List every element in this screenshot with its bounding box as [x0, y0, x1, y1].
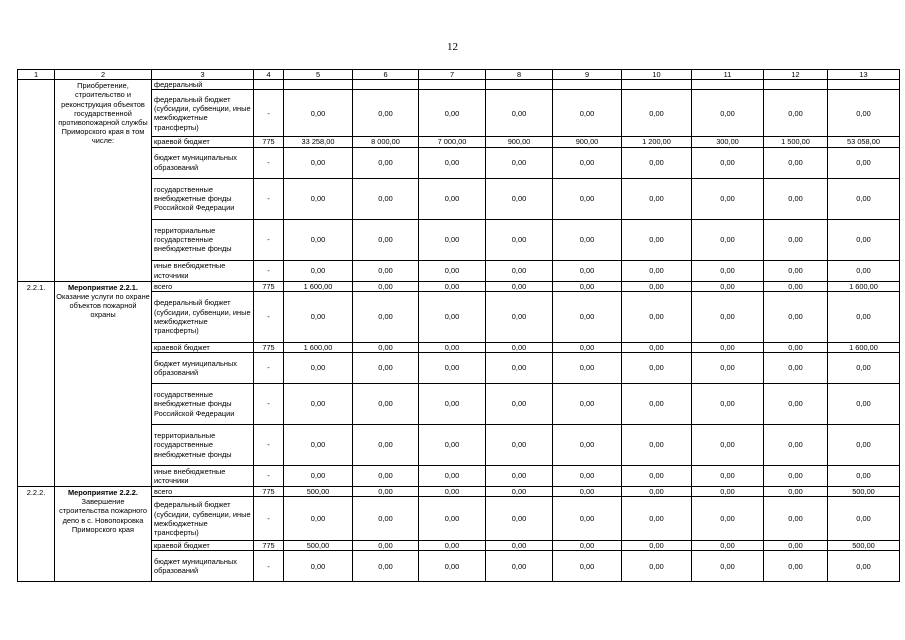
amount-cell: 0,00 [284, 384, 353, 425]
column-number: 11 [692, 70, 764, 80]
amount-cell: 900,00 [553, 137, 622, 147]
amount-cell: 0,00 [764, 260, 828, 281]
amount-cell [353, 80, 419, 90]
amount-cell: 0,00 [828, 291, 900, 342]
item-title-bold: Мероприятие 2.2.1. [68, 282, 138, 292]
funding-source: краевой бюджет [152, 541, 254, 551]
amount-cell: 0,00 [419, 260, 486, 281]
budget-code [254, 80, 284, 90]
funding-source: федеральный бюджет (субсидии, субвенции, иные межбюджетные трансферты) [152, 291, 254, 342]
amount-cell: 0,00 [828, 353, 900, 384]
item-title [55, 487, 152, 582]
amount-cell: 1 600,00 [828, 281, 900, 291]
amount-cell [622, 80, 692, 90]
amount-cell: 8 000,00 [353, 137, 419, 147]
amount-cell: 0,00 [622, 541, 692, 551]
amount-cell: 0,00 [353, 425, 419, 466]
amount-cell: 0,00 [692, 260, 764, 281]
amount-cell: 0,00 [419, 551, 486, 582]
amount-cell: 500,00 [284, 487, 353, 497]
amount-cell: 0,00 [692, 219, 764, 260]
amount-cell: 0,00 [353, 147, 419, 178]
amount-cell: 7 000,00 [419, 137, 486, 147]
amount-cell: 0,00 [764, 541, 828, 551]
amount-cell: 0,00 [486, 425, 553, 466]
amount-cell: 0,00 [622, 487, 692, 497]
item-title [55, 281, 152, 486]
amount-cell: 0,00 [353, 487, 419, 497]
amount-cell: 0,00 [553, 90, 622, 137]
budget-code: - [254, 90, 284, 137]
amount-cell [692, 80, 764, 90]
amount-cell: 0,00 [284, 291, 353, 342]
column-number: 8 [486, 70, 553, 80]
amount-cell: 0,00 [486, 551, 553, 582]
funding-source: бюджет муниципальных образований [152, 147, 254, 178]
amount-cell: 0,00 [692, 425, 764, 466]
budget-code: - [254, 551, 284, 582]
amount-cell: 0,00 [553, 291, 622, 342]
funding-source: территориальные государственные внебюджетные фонды [152, 219, 254, 260]
amount-cell: 0,00 [828, 90, 900, 137]
column-number-row [18, 70, 900, 80]
amount-cell: 0,00 [553, 353, 622, 384]
amount-cell: 0,00 [284, 425, 353, 466]
item-title-text: Оказание услуги по охране объектов пожарной охраны [56, 291, 150, 320]
amount-cell: 0,00 [828, 178, 900, 219]
amount-cell: 0,00 [419, 384, 486, 425]
amount-cell: 0,00 [692, 90, 764, 137]
amount-cell: 0,00 [353, 466, 419, 487]
funding-source: иные внебюджетные источники [152, 260, 254, 281]
amount-cell: 0,00 [284, 353, 353, 384]
amount-cell: 0,00 [622, 551, 692, 582]
amount-cell: 500,00 [828, 541, 900, 551]
amount-cell: 0,00 [419, 497, 486, 541]
budget-code: - [254, 353, 284, 384]
amount-cell: 1 600,00 [284, 281, 353, 291]
table-row [18, 281, 900, 291]
amount-cell: 0,00 [828, 466, 900, 487]
funding-source: государственные внебюджетные фонды Российской Федерации [152, 384, 254, 425]
amount-cell: 0,00 [622, 291, 692, 342]
amount-cell: 0,00 [692, 466, 764, 487]
amount-cell: 0,00 [764, 551, 828, 582]
budget-code: - [254, 425, 284, 466]
amount-cell [553, 80, 622, 90]
amount-cell: 0,00 [284, 466, 353, 487]
amount-cell: 0,00 [486, 353, 553, 384]
amount-cell: 0,00 [692, 281, 764, 291]
budget-code: - [254, 178, 284, 219]
amount-cell: 0,00 [764, 219, 828, 260]
budget-code: - [254, 291, 284, 342]
budget-code: 775 [254, 487, 284, 497]
amount-cell: 0,00 [828, 260, 900, 281]
amount-cell: 0,00 [486, 541, 553, 551]
item-title-text: Завершение строительства пожарного депо в с. Новопокровка Приморского края [59, 497, 147, 534]
budget-code: 775 [254, 342, 284, 352]
column-number: 7 [419, 70, 486, 80]
item-title [55, 80, 152, 281]
amount-cell: 0,00 [553, 497, 622, 541]
amount-cell: 0,00 [419, 466, 486, 487]
amount-cell: 0,00 [486, 219, 553, 260]
amount-cell: 0,00 [284, 147, 353, 178]
column-number: 5 [284, 70, 353, 80]
amount-cell: 0,00 [692, 551, 764, 582]
amount-cell: 0,00 [553, 466, 622, 487]
amount-cell: 0,00 [622, 90, 692, 137]
amount-cell: 0,00 [419, 219, 486, 260]
column-number: 6 [353, 70, 419, 80]
amount-cell: 1 200,00 [622, 137, 692, 147]
amount-cell: 0,00 [486, 147, 553, 178]
funding-source: всего [152, 281, 254, 291]
amount-cell: 0,00 [764, 90, 828, 137]
amount-cell: 0,00 [828, 384, 900, 425]
amount-cell: 0,00 [486, 487, 553, 497]
budget-code: - [254, 384, 284, 425]
funding-source: федеральный бюджет (субсидии, субвенции, иные межбюджетные трансферты) [152, 497, 254, 541]
column-number: 10 [622, 70, 692, 80]
budget-code: - [254, 147, 284, 178]
amount-cell: 0,00 [622, 342, 692, 352]
amount-cell: 0,00 [764, 466, 828, 487]
amount-cell: 0,00 [486, 291, 553, 342]
amount-cell: 0,00 [828, 425, 900, 466]
page-number: 12 [447, 41, 458, 53]
budget-code: 775 [254, 137, 284, 147]
amount-cell: 0,00 [553, 487, 622, 497]
amount-cell: 1 600,00 [828, 342, 900, 352]
amount-cell: 33 258,00 [284, 137, 353, 147]
amount-cell: 0,00 [419, 425, 486, 466]
amount-cell: 0,00 [622, 147, 692, 178]
column-number: 4 [254, 70, 284, 80]
amount-cell: 53 058,00 [828, 137, 900, 147]
amount-cell: 0,00 [764, 487, 828, 497]
amount-cell: 0,00 [692, 487, 764, 497]
amount-cell: 0,00 [553, 425, 622, 466]
amount-cell: 0,00 [419, 353, 486, 384]
funding-source: бюджет муниципальных образований [152, 551, 254, 582]
funding-source: краевой бюджет [152, 137, 254, 147]
amount-cell: 0,00 [353, 281, 419, 291]
amount-cell: 0,00 [419, 90, 486, 137]
funding-source: территориальные государственные внебюджетные фонды [152, 425, 254, 466]
amount-cell: 0,00 [828, 219, 900, 260]
amount-cell [764, 80, 828, 90]
amount-cell: 0,00 [622, 425, 692, 466]
amount-cell: 0,00 [622, 281, 692, 291]
funding-source: иные внебюджетные источники [152, 466, 254, 487]
amount-cell: 0,00 [764, 291, 828, 342]
amount-cell: 0,00 [553, 178, 622, 219]
amount-cell: 0,00 [486, 281, 553, 291]
amount-cell: 0,00 [692, 353, 764, 384]
column-number: 1 [18, 70, 55, 80]
amount-cell: 0,00 [419, 541, 486, 551]
amount-cell: 0,00 [622, 497, 692, 541]
amount-cell [828, 80, 900, 90]
item-code: 2.2.2. [18, 487, 55, 582]
amount-cell: 0,00 [284, 90, 353, 137]
budget-code: 775 [254, 281, 284, 291]
amount-cell: 0,00 [353, 219, 419, 260]
amount-cell: 0,00 [419, 291, 486, 342]
amount-cell: 0,00 [553, 281, 622, 291]
amount-cell: 0,00 [692, 178, 764, 219]
amount-cell: 0,00 [353, 291, 419, 342]
amount-cell: 0,00 [284, 178, 353, 219]
amount-cell: 0,00 [553, 551, 622, 582]
amount-cell: 300,00 [692, 137, 764, 147]
amount-cell: 0,00 [419, 147, 486, 178]
amount-cell: 0,00 [764, 353, 828, 384]
amount-cell: 0,00 [828, 551, 900, 582]
amount-cell [419, 80, 486, 90]
budget-code: 775 [254, 541, 284, 551]
amount-cell: 0,00 [486, 497, 553, 541]
amount-cell: 0,00 [622, 466, 692, 487]
funding-source: краевой бюджет [152, 342, 254, 352]
amount-cell: 0,00 [486, 466, 553, 487]
amount-cell: 0,00 [284, 551, 353, 582]
amount-cell: 0,00 [553, 147, 622, 178]
amount-cell: 0,00 [419, 342, 486, 352]
amount-cell: 0,00 [692, 147, 764, 178]
amount-cell: 0,00 [553, 219, 622, 260]
amount-cell: 0,00 [764, 178, 828, 219]
amount-cell: 0,00 [419, 178, 486, 219]
amount-cell: 0,00 [353, 260, 419, 281]
amount-cell: 1 600,00 [284, 342, 353, 352]
column-number: 12 [764, 70, 828, 80]
amount-cell: 0,00 [553, 342, 622, 352]
funding-source: федеральный [152, 80, 254, 90]
item-code: 2.2.1. [18, 281, 55, 486]
amount-cell: 0,00 [284, 219, 353, 260]
amount-cell: 0,00 [353, 384, 419, 425]
amount-cell: 0,00 [692, 384, 764, 425]
amount-cell: 0,00 [692, 497, 764, 541]
amount-cell: 0,00 [553, 260, 622, 281]
column-number: 3 [152, 70, 254, 80]
amount-cell: 0,00 [692, 291, 764, 342]
amount-cell: 900,00 [486, 137, 553, 147]
budget-table [17, 69, 900, 582]
amount-cell: 0,00 [486, 384, 553, 425]
funding-source: государственные внебюджетные фонды Российской Федерации [152, 178, 254, 219]
amount-cell: 0,00 [764, 497, 828, 541]
amount-cell: 0,00 [284, 260, 353, 281]
column-number: 13 [828, 70, 900, 80]
amount-cell: 0,00 [353, 90, 419, 137]
item-title-text: Приобретение, строительство и реконструкция объектов государственной противопожарной службы Приморского края в том числе: [58, 81, 148, 146]
table-row [18, 487, 900, 497]
amount-cell: 0,00 [828, 497, 900, 541]
funding-source: всего [152, 487, 254, 497]
amount-cell: 0,00 [622, 384, 692, 425]
amount-cell: 0,00 [353, 353, 419, 384]
amount-cell: 0,00 [486, 90, 553, 137]
amount-cell: 0,00 [622, 353, 692, 384]
amount-cell: 0,00 [764, 281, 828, 291]
amount-cell: 0,00 [692, 541, 764, 551]
amount-cell [284, 80, 353, 90]
amount-cell: 0,00 [353, 497, 419, 541]
budget-code: - [254, 497, 284, 541]
funding-source: федеральный бюджет (субсидии, субвенции, иные межбюджетные трансферты) [152, 90, 254, 137]
amount-cell: 0,00 [353, 541, 419, 551]
amount-cell: 0,00 [828, 147, 900, 178]
amount-cell: 0,00 [764, 147, 828, 178]
amount-cell: 0,00 [622, 219, 692, 260]
amount-cell: 0,00 [486, 260, 553, 281]
amount-cell: 500,00 [284, 541, 353, 551]
budget-code: - [254, 219, 284, 260]
amount-cell: 0,00 [764, 425, 828, 466]
table-row [18, 80, 900, 90]
amount-cell: 0,00 [692, 342, 764, 352]
budget-code: - [254, 260, 284, 281]
item-code [18, 80, 55, 281]
amount-cell: 0,00 [353, 551, 419, 582]
amount-cell: 0,00 [353, 178, 419, 219]
amount-cell [486, 80, 553, 90]
amount-cell: 0,00 [764, 342, 828, 352]
amount-cell: 0,00 [353, 342, 419, 352]
amount-cell: 0,00 [486, 342, 553, 352]
funding-source: бюджет муниципальных образований [152, 353, 254, 384]
column-number: 9 [553, 70, 622, 80]
amount-cell: 0,00 [419, 487, 486, 497]
amount-cell: 1 500,00 [764, 137, 828, 147]
amount-cell: 0,00 [622, 260, 692, 281]
amount-cell: 0,00 [553, 541, 622, 551]
amount-cell: 0,00 [553, 384, 622, 425]
amount-cell: 0,00 [622, 178, 692, 219]
column-number: 2 [55, 70, 152, 80]
amount-cell: 0,00 [419, 281, 486, 291]
amount-cell: 0,00 [486, 178, 553, 219]
amount-cell: 0,00 [764, 384, 828, 425]
amount-cell: 500,00 [828, 487, 900, 497]
amount-cell: 0,00 [284, 497, 353, 541]
item-title-bold: Мероприятие 2.2.2. [68, 488, 138, 498]
budget-code: - [254, 466, 284, 487]
